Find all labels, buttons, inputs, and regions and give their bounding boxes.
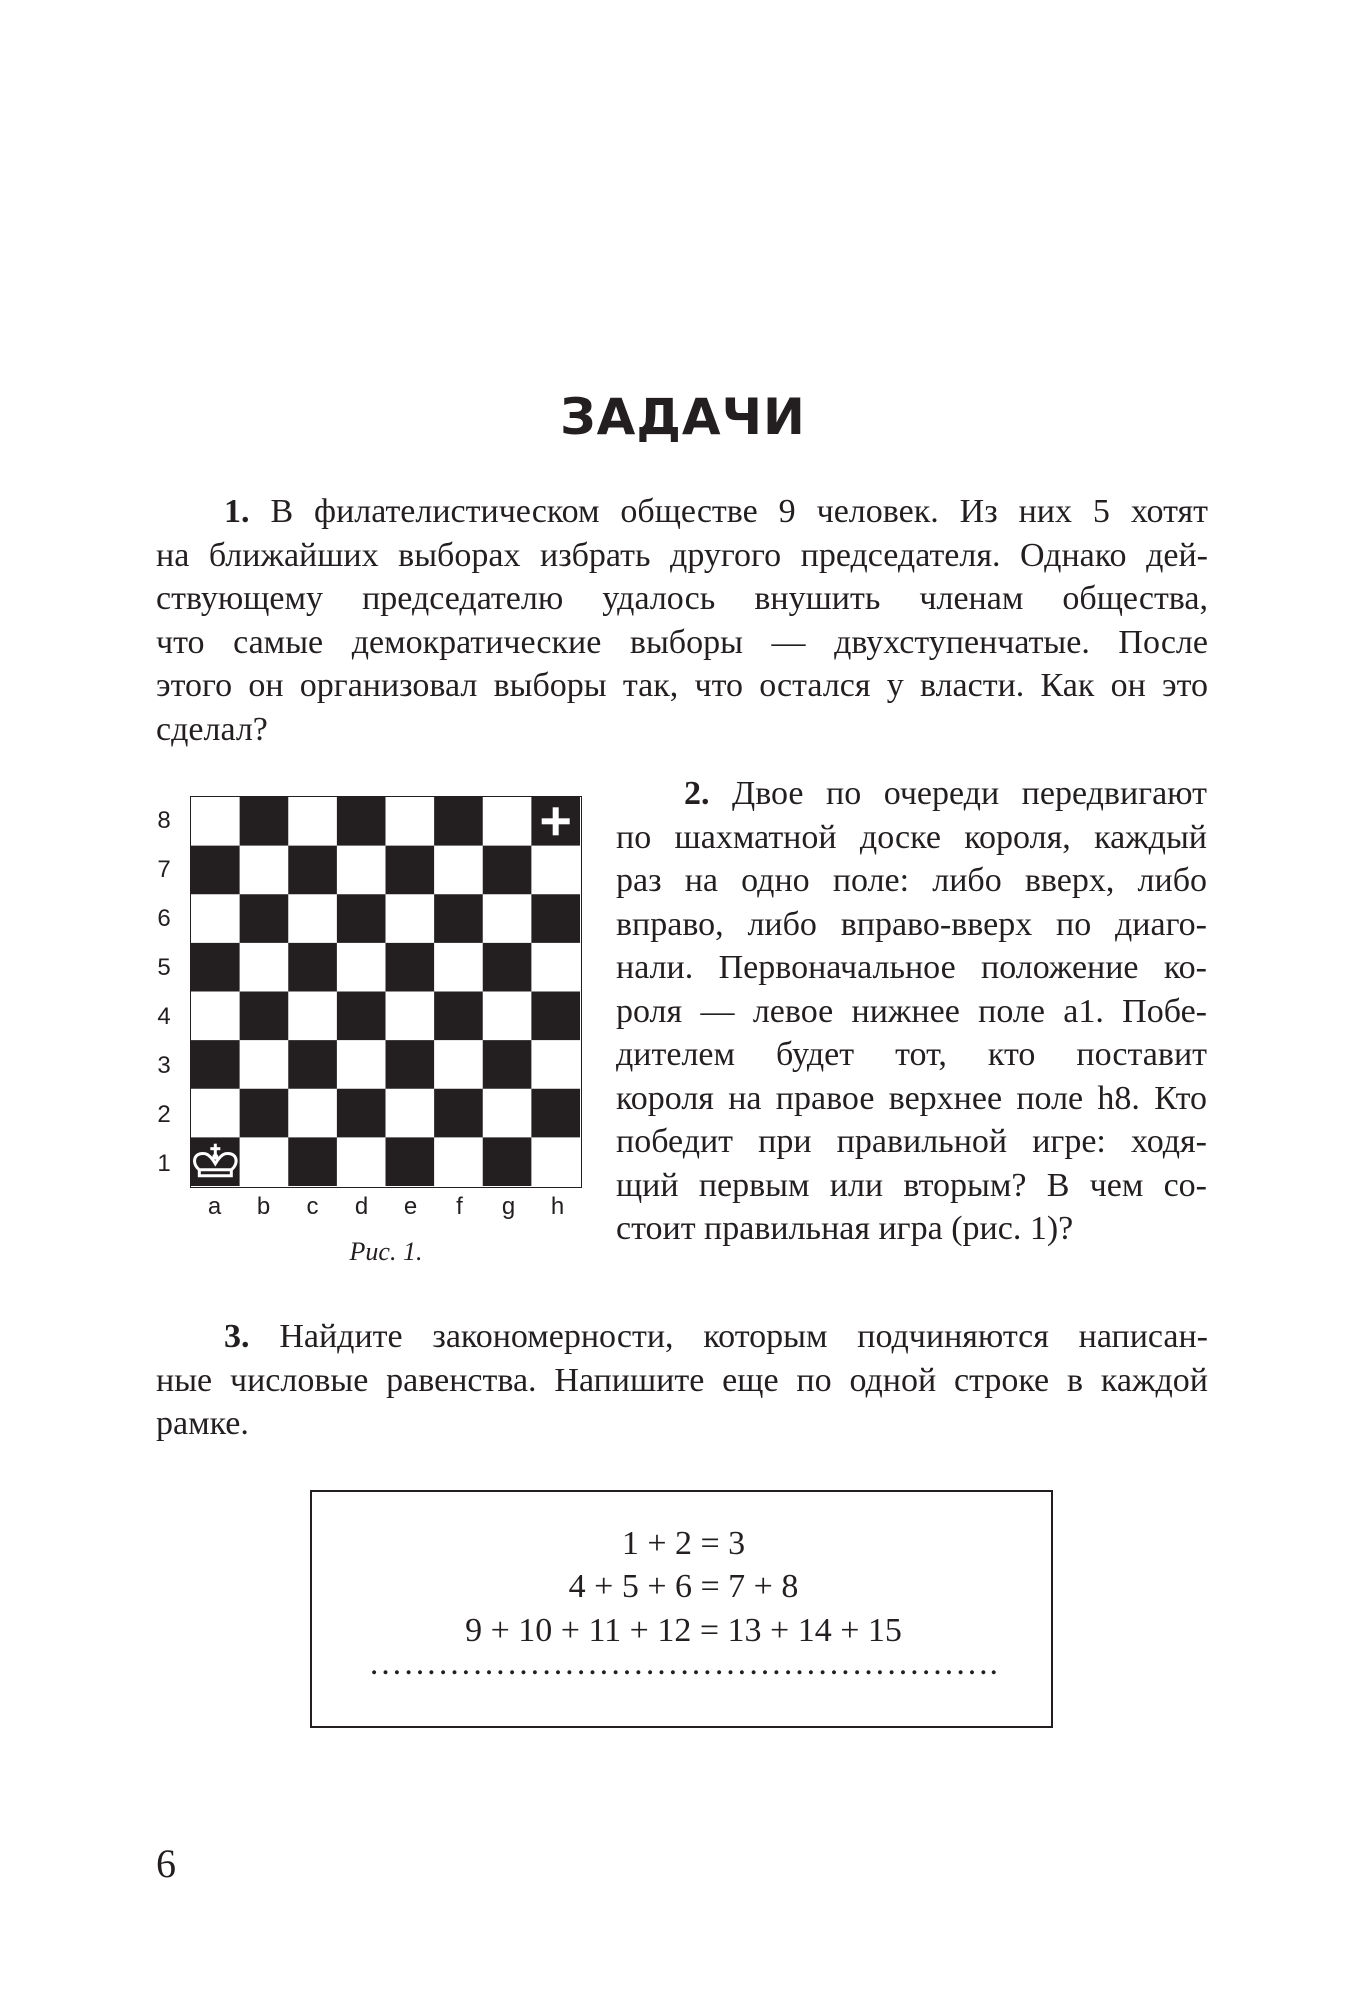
problem-3 <box>156 1315 1208 1446</box>
rank-label: 7 <box>157 856 171 883</box>
problem-2-line: по шахматной доске короля, каждый <box>616 818 1207 856</box>
board-square-b3 <box>240 1040 289 1089</box>
problem-2-number: 2. <box>684 775 710 812</box>
board-square-c3 <box>288 1040 337 1089</box>
board-square-c8 <box>288 797 337 846</box>
board-square-e1 <box>386 1137 435 1186</box>
problem-2-line: нали. Первоначальное положение ко- <box>616 949 1207 986</box>
board-square-b4 <box>240 992 289 1041</box>
board-square-g6 <box>483 894 532 943</box>
board-square-d7 <box>337 846 386 895</box>
figure-caption: Рис. 1. <box>349 1237 423 1266</box>
rank-labels <box>154 796 174 1188</box>
board-square-d5 <box>337 943 386 992</box>
dotted-answer-line: ………………………………………………. <box>368 1645 999 1682</box>
board-square-e4 <box>386 992 435 1041</box>
board-square-c5 <box>288 943 337 992</box>
problem-2-line: дителем будет тот, кто поставит <box>616 1036 1207 1073</box>
board-square-e3 <box>386 1040 435 1089</box>
board-square-a4 <box>191 992 240 1041</box>
problem-1-line: 1. В филателистическом обществе 9 человек. Из них 5 хотят <box>224 493 1208 530</box>
equation-line: 9 + 10 + 11 + 12 = 13 + 14 + 15 <box>465 1612 902 1649</box>
board-square-h2 <box>531 1089 580 1138</box>
problem-2-line: раз на одно поле: либо вверх, либо <box>616 862 1207 899</box>
board-square-h5 <box>531 943 580 992</box>
board-square-a6 <box>191 894 240 943</box>
problem-1-line: ствующему председателю удалось внушить членам общества, <box>156 580 1208 617</box>
problem-1-line: что самые демократические выборы — двухступенчатые. После <box>156 623 1208 661</box>
problem-2 <box>616 772 1207 1251</box>
board-square-f4 <box>434 992 483 1041</box>
problem-2-line: стоит правильная игра (рис. 1)? <box>616 1210 1074 1247</box>
problem-2-line: короля на правое верхнее поле h8. Кто <box>616 1079 1207 1117</box>
file-label: c <box>306 1193 319 1220</box>
file-label: d <box>354 1193 369 1220</box>
board-square-c2 <box>288 1089 337 1138</box>
board-square-d8 <box>337 797 386 846</box>
board-square-h1 <box>531 1137 580 1186</box>
board-square-a5 <box>191 943 240 992</box>
file-label: f <box>456 1193 463 1220</box>
board-square-g4 <box>483 992 532 1041</box>
problem-2-line: роля — левое нижнее поле a1. Побе- <box>616 992 1207 1030</box>
board-square-d2 <box>337 1089 386 1138</box>
board-square-g7 <box>483 846 532 895</box>
board-square-c6 <box>288 894 337 943</box>
equations-frame <box>310 1490 1053 1728</box>
board-square-h7 <box>531 846 580 895</box>
rank-label: 4 <box>157 1003 171 1030</box>
problem-2-line: вправо, либо вправо-вверх по диаго- <box>616 905 1207 943</box>
problem-1-line: этого он организовал выборы так, что остался у власти. Как он это <box>156 667 1208 704</box>
board-square-c1 <box>288 1137 337 1186</box>
chessboard <box>190 796 582 1188</box>
board-square-b8 <box>240 797 289 846</box>
file-label: b <box>256 1193 271 1220</box>
equation-line: 1 + 2 = 3 <box>621 1525 746 1562</box>
board-square-g5 <box>483 943 532 992</box>
board-square-g1 <box>483 1137 532 1186</box>
rank-label: 6 <box>157 905 171 932</box>
board-square-a2 <box>191 1089 240 1138</box>
board-square-f5 <box>434 943 483 992</box>
problem-2-line: победит при правильной игре: ходя- <box>616 1123 1207 1160</box>
board-square-f1 <box>434 1137 483 1186</box>
rank-label: 5 <box>157 954 171 981</box>
problem-3-line: 3. Найдите закономерности, которым подчиняются написан- <box>224 1318 1209 1355</box>
board-square-d4 <box>337 992 386 1041</box>
board-square-e2 <box>386 1089 435 1138</box>
problem-2-line: 2. Двое по очереди передвигают <box>684 775 1207 812</box>
board-square-c4 <box>288 992 337 1041</box>
problem-2-line: щий первым или вторым? В чем со- <box>616 1166 1207 1204</box>
rank-label: 3 <box>157 1052 171 1079</box>
board-square-d1 <box>337 1137 386 1186</box>
board-square-f8 <box>434 797 483 846</box>
rank-label: 8 <box>157 807 171 834</box>
board-square-g3 <box>483 1040 532 1089</box>
board-square-f2 <box>434 1089 483 1138</box>
file-labels <box>190 1192 582 1222</box>
board-square-a8 <box>191 797 240 846</box>
board-square-d6 <box>337 894 386 943</box>
problem-1-line: на ближайших выборах избрать другого председателя. Однако дей- <box>156 536 1208 574</box>
board-square-a7 <box>191 846 240 895</box>
board-square-f6 <box>434 894 483 943</box>
board-square-c7 <box>288 846 337 895</box>
rank-label: 1 <box>157 1150 171 1177</box>
chessboard-grid <box>191 797 580 1186</box>
board-square-h6 <box>531 894 580 943</box>
board-square-d3 <box>337 1040 386 1089</box>
board-square-g8 <box>483 797 532 846</box>
problem-1 <box>156 490 1208 751</box>
file-label: g <box>501 1193 516 1220</box>
problem-3-line: ные числовые равенства. Напишите еще по одной строке в каждой <box>156 1361 1208 1399</box>
board-square-h3 <box>531 1040 580 1089</box>
board-square-f7 <box>434 846 483 895</box>
board-square-b7 <box>240 846 289 895</box>
problem-1-line: сделал? <box>156 710 268 748</box>
board-square-b5 <box>240 943 289 992</box>
file-label: h <box>550 1193 565 1220</box>
board-square-b1 <box>240 1137 289 1186</box>
problem-3-number: 3. <box>224 1318 250 1355</box>
problem-1-number: 1. <box>224 493 250 530</box>
file-label: a <box>207 1193 222 1220</box>
board-square-b2 <box>240 1089 289 1138</box>
board-square-b6 <box>240 894 289 943</box>
board-square-e6 <box>386 894 435 943</box>
board-square-e5 <box>386 943 435 992</box>
page-title: ЗАДАЧИ <box>560 388 806 446</box>
equation-line: 4 + 5 + 6 = 7 + 8 <box>568 1568 799 1605</box>
file-label: e <box>403 1193 418 1220</box>
problem-3-line: рамке. <box>156 1405 249 1442</box>
board-square-h4 <box>531 992 580 1041</box>
board-square-g2 <box>483 1089 532 1138</box>
board-square-f3 <box>434 1040 483 1089</box>
rank-label: 2 <box>157 1101 171 1128</box>
page-number: 6 <box>156 1841 176 1886</box>
board-square-a3 <box>191 1040 240 1089</box>
board-square-e7 <box>386 846 435 895</box>
board-square-e8 <box>386 797 435 846</box>
